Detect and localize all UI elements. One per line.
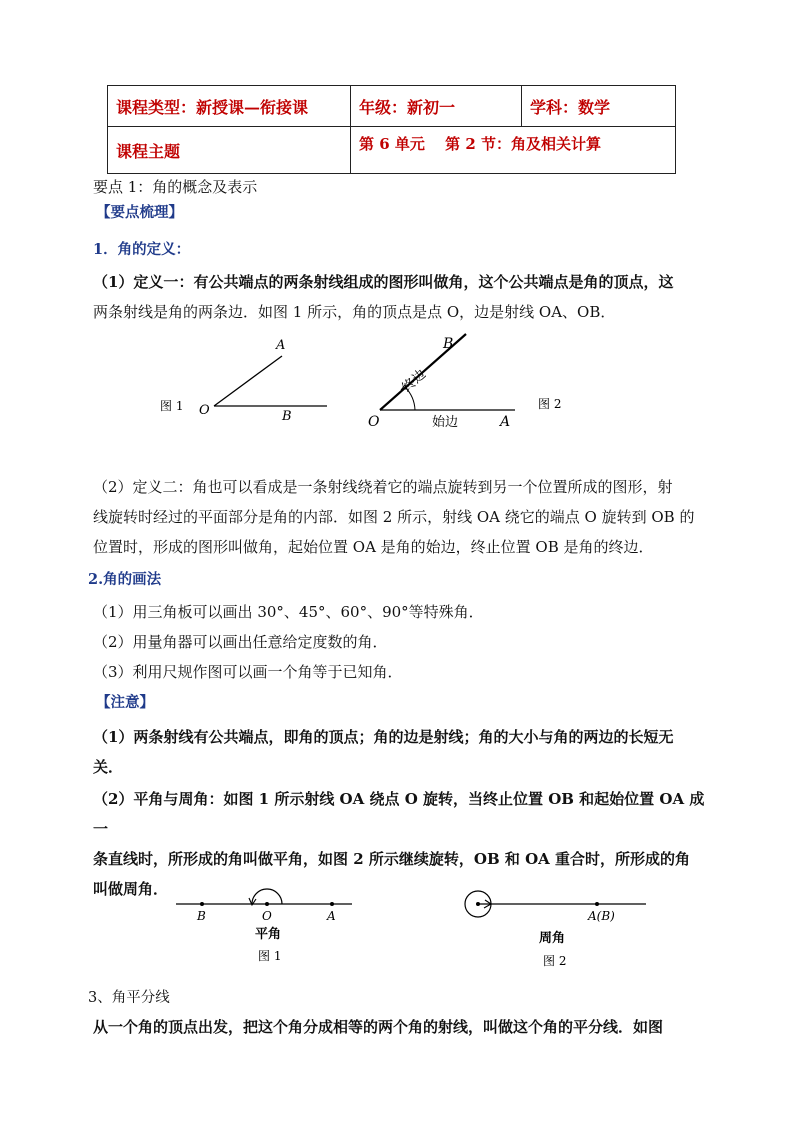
point-o-fig2: O: [368, 414, 380, 430]
review-heading: 【要点梳理】: [96, 204, 183, 221]
drawing-list: （1）用三角板可以画出 30°、45°、60°、90°等特殊角． （2）用量角器可以画出任意给定度数的角． （3）利用尺规作图可以画一个角等于已知角．: [93, 603, 484, 681]
drawing-heading: 2.角的画法: [88, 571, 162, 588]
point-b-fig2: B: [443, 336, 454, 352]
note-one: （1）两条射线有公共端点，即角的顶点；角的边是射线；角的大小与角的两边的长短无 关．: [93, 728, 674, 776]
point-o-fig1: O: [199, 403, 210, 418]
angle-figures: [0, 330, 794, 440]
course-header-table: [107, 85, 676, 174]
ray-oa-fig1: [214, 356, 282, 406]
point-a-fig1: A: [276, 338, 286, 353]
point-o-dot: [265, 902, 269, 906]
point-b-dot: [200, 902, 204, 906]
note-two: （2）平角与周角：如图 1 所示射线 OA 绕点 O 旋转，当终止位置 OB 和起始位置 OA 成一 条直线时，所形成的角叫做平角，如图 2 所示继续旋转，OB 和 OA 重合时，所形成的角 叫做周角．: [93, 790, 705, 898]
definition-two: （2）定义二：角也可以看成是一条射线绕着它的端点旋转到另一个位置所成的图形，射 线旋转时经过的平面部分是角的内部．如图 2 所示，射线 OA 绕它的端点 O 旋转到 OB 的 位置时，形成的图形叫做角，起始位置 OA 是角的始边，终止位置 OB 是角的终边．: [93, 478, 695, 556]
grade-cell: 年级：新初一: [351, 86, 522, 127]
fig2-label: 图 2: [538, 397, 562, 411]
definition-heading: 1．角的定义：: [93, 241, 191, 258]
fig3-point-a: A: [327, 909, 336, 923]
point-a-dot: [330, 902, 334, 906]
point-ab-dot: [595, 902, 599, 906]
full-angle-name: 周角: [539, 931, 566, 946]
topic-label-cell: 课程主题: [108, 127, 351, 174]
initial-side-label: 始边: [432, 415, 459, 430]
fig4-point-ab: A(B): [588, 909, 615, 923]
terminal-side-label: 终边: [399, 366, 430, 396]
bisector-definition: 从一个角的顶点出发，把这个角分成相等的两个角的射线，叫做这个角的平分线．如图: [93, 1018, 664, 1036]
straight-angle-name: 平角: [255, 927, 282, 942]
bisector-heading: 3、角平分线: [88, 990, 170, 1006]
section-title: 要点 1：角的概念及表示: [93, 178, 258, 196]
fig4-label: 图 2: [543, 954, 567, 968]
definition-one: （1）定义一：有公共端点的两条射线组成的图形叫做角，这个公共端点是角的顶点，这 两条射线是角的两条边．如图 1 所示，角的顶点是点 O，边是射线 OA、OB．: [93, 273, 674, 321]
straight-angle-arc: [252, 889, 282, 904]
course-type-cell: 课程类型：新授课—衔接课: [108, 86, 351, 127]
note-heading: 【注意】: [96, 694, 154, 711]
fig3-point-o: O: [262, 909, 272, 923]
point-b-fig1: B: [282, 409, 292, 424]
fig1-label: 图 1: [160, 399, 184, 413]
special-angle-figures: [0, 876, 794, 976]
point-a-fig2: A: [500, 414, 511, 430]
fig3-label: 图 1: [258, 949, 282, 963]
topic-value-cell: 第 6 单元 第 2 节：角及相关计算: [351, 127, 676, 174]
fig3-point-b: B: [197, 909, 206, 923]
full-vertex-dot: [476, 902, 480, 906]
subject-cell: 学科：数学: [522, 86, 676, 127]
